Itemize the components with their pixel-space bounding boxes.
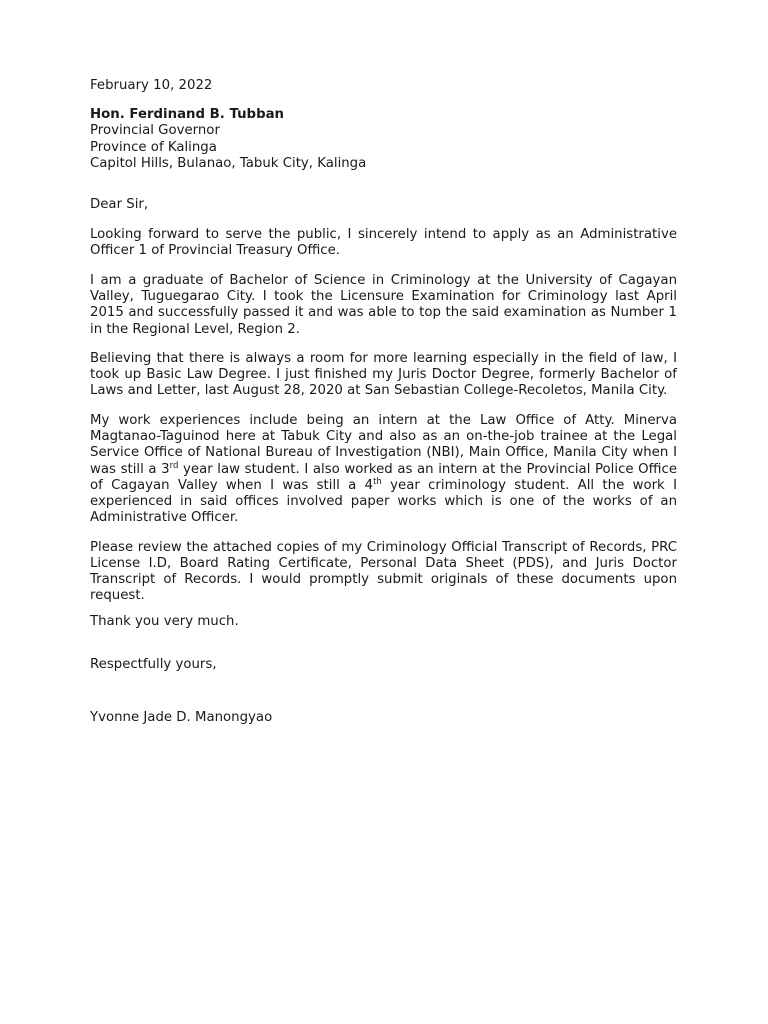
closing-line: Respectfully yours,	[90, 656, 217, 672]
thank-you-line: Thank you very much.	[90, 614, 239, 630]
signature-name: Yvonne Jade D. Manongyao	[90, 709, 273, 725]
recipient-office: Province of Kalinga	[90, 139, 217, 155]
salutation: Dear Sir,	[90, 197, 149, 213]
paragraph-education: I am a graduate of Bachelor of Science in Criminology at the University of Cagayan Valley, Tuguegarao City. I took the Licensure Examination for Criminology last April 2015 and successfully passed it and was able to top the said examination as Number 1 in the Regional Level, Region 2.	[90, 272, 677, 337]
ordinal-suffix-th: th	[373, 476, 382, 487]
recipient-name: Hon. Ferdinand B. Tubban	[90, 107, 285, 123]
paragraph-attachments: Please review the attached copies of my Criminology Official Transcript of Records, PRC License I.D, Board Rating Certificate, Personal Data Sheet (PDS), and Juris Doctor Transcript of Records. I would promptly submit originals of these documents upon request.	[90, 539, 677, 604]
recipient-block	[90, 107, 677, 172]
experience-text-2: year law student. I also worked as an intern at the Provincial Police Office of Cagayan Valley when I was still a 4	[90, 461, 677, 493]
ordinal-suffix-rd: rd	[169, 460, 179, 471]
paragraph-law-degree: Believing that there is always a room for more learning especially in the field of law, I took up Basic Law Degree. I just finished my Juris Doctor Degree, formerly Bachelor of Laws and Letter, last August 28, 2020 at San Sebastian College-Recoletos, Manila City.	[90, 351, 677, 399]
recipient-title: Provincial Governor	[90, 123, 220, 139]
letter-date: February 10, 2022	[90, 78, 213, 93]
letter-page	[90, 78, 677, 726]
paragraph-intent: Looking forward to serve the public, I sincerely intend to apply as an Administrative Officer 1 of Provincial Treasury Office.	[90, 227, 677, 259]
paragraph-work-experience	[90, 413, 677, 526]
experience-text-3: year criminology student. All the work I experienced in said offices involved paper works which is one of the works of an Administrative Officer.	[90, 477, 677, 526]
experience-text-1: My work experiences include being an intern at the Law Office of Atty. Minerva Magtanao-Taguinod here at Tabuk City and also as an on-the-job trainee at the Legal Service Office of National Bureau of Investigation (NBI), Main Office, Manila City when I was still a 3	[90, 412, 677, 477]
recipient-address: Capitol Hills, Bulanao, Tabuk City, Kalinga	[90, 155, 367, 171]
